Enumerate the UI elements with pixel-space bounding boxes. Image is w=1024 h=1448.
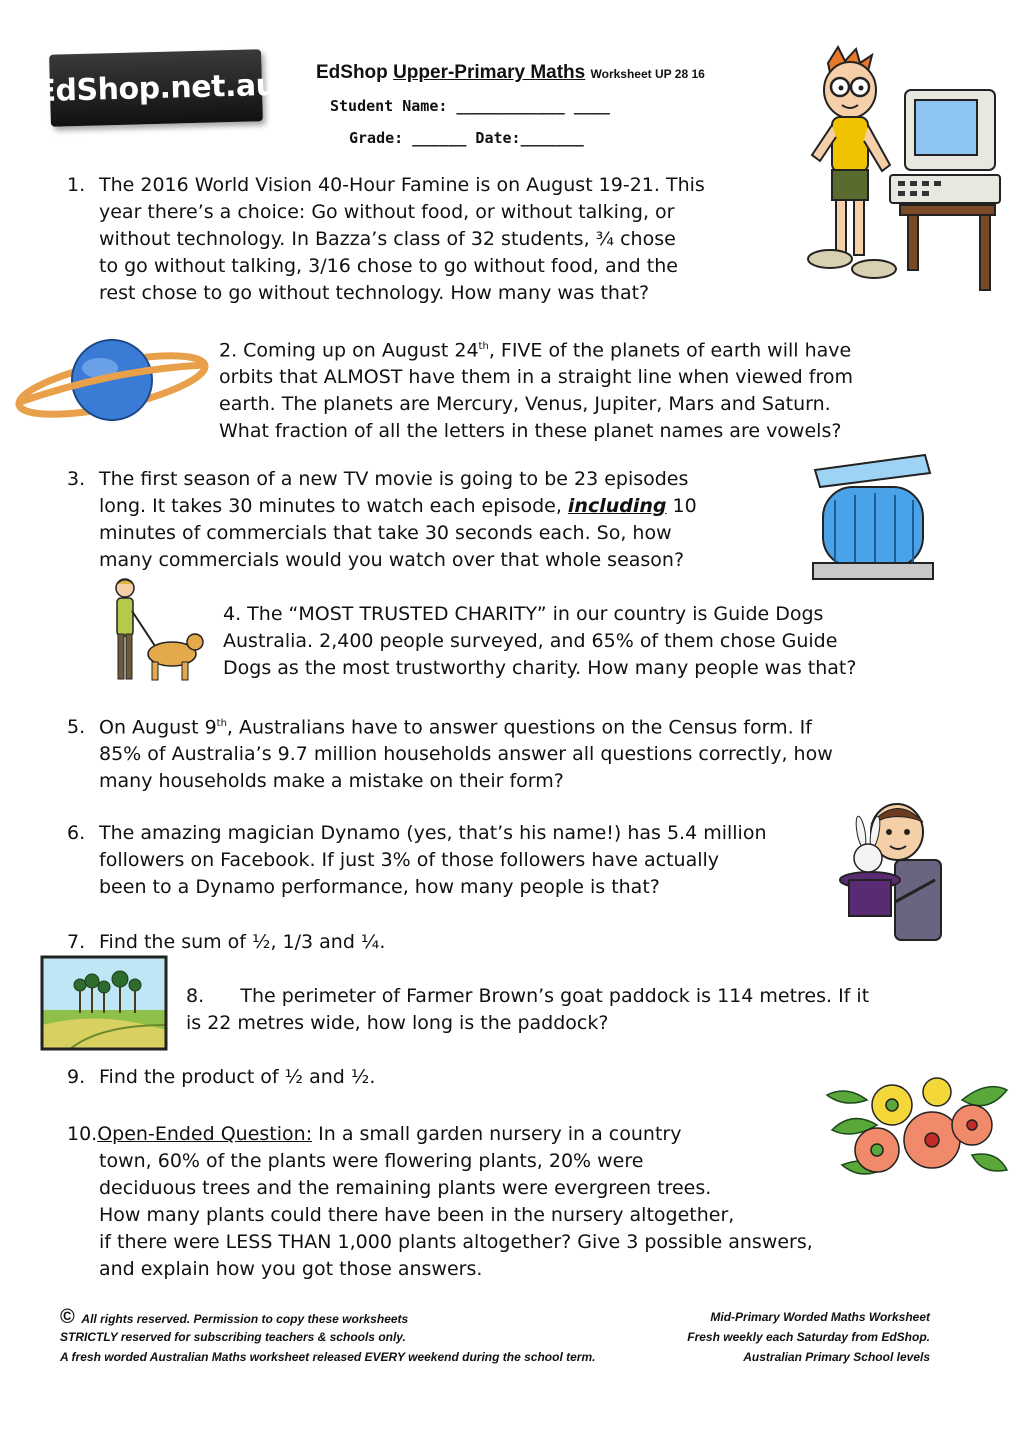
magician-with-rabbit-illustration [835,792,965,952]
question-text: Dogs as the most trustworthy charity. How many people was that? [223,657,857,679]
question-text: been to a Dynamo performance, how many people is that? [99,876,660,898]
question-text: town, 60% of the plants were flowering plants, 20% were [99,1150,644,1172]
question-1 [67,172,705,307]
emphasis-text: including [567,495,667,517]
question-text: orbits that ALMOST have them in a straight line when viewed from [219,366,853,389]
question-text: many commercials would you watch over that whole season? [99,549,685,571]
worksheet-code: Worksheet UP 28 16 [590,67,705,81]
question-number: 1. [67,174,86,196]
question-text: 8. The perimeter of Farmer Brown’s goat paddock is 114 metres. If it [186,985,870,1007]
cinema-building-illustration [805,445,940,585]
question-text: minutes of commercials that take 30 seconds each. So, how [99,522,672,544]
question-text: What fraction of all the letters in these planet names are vowels? [219,420,842,443]
flower-bouquet-illustration [822,1070,1012,1190]
question-text: Find the product of ½ and ½. [99,1066,376,1088]
footer-text: Australian Primary School levels [743,1350,930,1364]
question-text: and explain how you got those answers. [99,1258,483,1280]
question-text: year there’s a choice: Go without food, or without talking, or [99,201,675,223]
open-ended-heading: Open-Ended Question: [97,1123,313,1145]
question-text: rest chose to go without technology. How many was that? [99,282,650,304]
question-text: long. It takes 30 minutes to watch each episode, [99,495,568,517]
question-text: 85% of Australia’s 9.7 million households answer all questions correctly, how [99,743,833,766]
question-text: deciduous trees and the remaining plants were evergreen trees. [99,1177,712,1199]
grade-date-field: Grade: ______ Date:_______ [349,129,584,147]
footer-text: A fresh worded Australian Maths worksheet released EVERY weekend during the school term. [60,1350,596,1364]
question-text: followers on Facebook. If just 3% of those followers have actually [99,849,720,871]
ordinal-suffix: th [478,341,489,352]
question-text: to go without talking, 3/16 chose to go without food, and the [99,255,678,277]
question-3 [67,466,697,574]
question-number: 9. [67,1066,86,1088]
worksheet-title [316,62,705,84]
question-2 [219,333,853,445]
question-text: 4. The “MOST TRUSTED CHARITY” in our country is Guide Dogs [223,603,824,625]
question-text: if there were LESS THAN 1,000 plants altogether? Give 3 possible answers, [99,1231,813,1253]
paddock-landscape-illustration [40,955,168,1051]
footer-text: Mid-Primary Worded Maths Worksheet [710,1310,930,1324]
page-footer [60,1307,930,1367]
question-text: On August 9 [99,716,217,739]
question-text: The amazing magician Dynamo (yes, that’s his name!) has 5.4 million [99,822,767,844]
subject-title: Upper-Primary Maths [393,62,586,83]
question-number: 5. [67,716,86,739]
question-8 [186,983,869,1037]
edshop-logo [35,49,277,127]
question-text: Australia. 2,400 people surveyed, and 65% of them chose Guide [223,630,838,652]
question-text: 10 [666,495,697,517]
brand-name: EdShop [316,62,388,83]
question-text: , Australians have to answer questions on the Census form. If [226,716,812,739]
question-text: The first season of a new TV movie is going to be 23 episodes [99,468,689,490]
question-text: Find the sum of ½, 1/3 and ¼. [99,931,386,953]
question-number: 3. [67,468,86,490]
question-number: 7. [67,931,86,953]
footer-text: STRICTLY reserved for subscribing teachers & schools only. [60,1330,406,1344]
ordinal-suffix: th [216,718,227,729]
logo-text: EdShop.net.au [35,67,277,109]
question-text: is 22 metres wide, how long is the paddock? [186,1012,609,1034]
copyright-icon: © [60,1306,75,1328]
question-6 [67,820,767,901]
question-text: many households make a mistake on their form? [99,770,564,793]
question-7 [67,929,385,956]
question-text: How many plants could there have been in the nursery altogether, [99,1204,735,1226]
student-name-field: Student Name: ____________ ____ [330,97,610,115]
question-number: 10. [67,1123,98,1145]
question-text: without technology. In Bazza’s class of 32 students, ¾ chose [99,228,676,250]
question-10 [67,1121,813,1283]
footer-text: All rights reserved. Permission to copy these worksheets [81,1312,409,1326]
footer-text: Fresh weekly each Saturday from EdShop. [687,1330,930,1344]
question-5 [67,710,833,795]
guide-dog-walker-illustration [100,576,210,686]
question-text: 2. Coming up on August 24 [219,339,479,362]
question-text: , FIVE of the planets of earth will have [488,339,852,362]
question-4 [223,601,856,682]
question-text: earth. The planets are Mercury, Venus, Jupiter, Mars and Saturn. [219,393,831,416]
question-number: 6. [67,822,86,844]
question-text: In a small garden nursery in a country [312,1123,682,1145]
saturn-planet-illustration [12,330,212,430]
boy-at-computer-illustration [790,45,1020,295]
question-9 [67,1064,375,1091]
question-text: The 2016 World Vision 40-Hour Famine is on August 19-21. This [99,174,705,196]
